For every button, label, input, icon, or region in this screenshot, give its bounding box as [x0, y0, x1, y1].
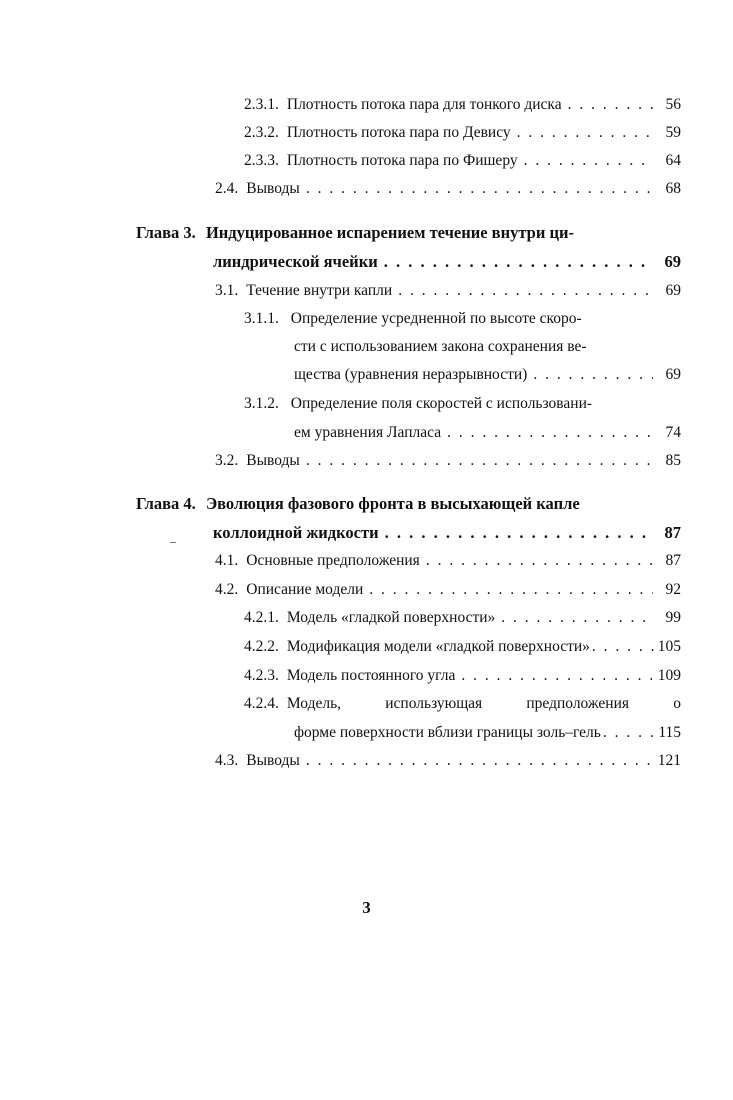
toc-leader-dots	[592, 632, 656, 662]
toc-entry-title: Модификация модели «гладкой поверхности»	[286, 638, 590, 655]
scan-speck	[170, 542, 176, 543]
toc-entry-3-2[interactable]	[215, 446, 681, 476]
toc-entry-number: 3.1.2.	[244, 395, 279, 412]
toc-entry-page: 68	[665, 180, 681, 197]
toc-entry-number: 4.1.	[215, 552, 239, 569]
chapter-3-heading-line2[interactable]	[213, 247, 681, 277]
chapter-label: Глава 3.	[136, 223, 196, 242]
toc-entry-title-line1: Модель, использующая предположения о	[286, 695, 681, 712]
toc-entry-title: Плотность потока пара для тонкого диска	[286, 96, 562, 113]
toc-entry-number: 2.3.2.	[244, 124, 279, 141]
toc-entry-4-2-4-line1[interactable]	[244, 689, 681, 719]
toc-entry-number: 4.2.4.	[244, 695, 279, 712]
toc-entry-title-line2: ем уравнения Лапласа	[294, 424, 442, 441]
toc-entry-number: 4.2.3.	[244, 667, 279, 684]
chapter-label: Глава 4.	[136, 494, 196, 513]
toc-entry-page: 87	[665, 552, 681, 569]
chapter-title-line2: линдрической ячейки	[213, 252, 378, 271]
chapter-4-heading-line2[interactable]	[213, 518, 681, 548]
toc-leader-dots	[603, 718, 656, 748]
toc-entry-page: 92	[665, 581, 681, 598]
chapter-4-heading[interactable]	[136, 489, 681, 519]
toc-entry-title: Выводы	[246, 452, 300, 469]
toc-entry-title-line3: щества (уравнения неразрывности)	[294, 366, 528, 383]
toc-entry-page: 69	[665, 366, 681, 383]
toc-entry-title-line1: Определение усредненной по высоте скоро-	[290, 310, 582, 327]
toc-leader-dots	[461, 661, 651, 691]
toc-leader-dots	[501, 603, 653, 633]
toc-leader-dots	[426, 546, 653, 576]
toc-entry-4-2-4-line2	[294, 718, 681, 748]
toc-leader-dots	[306, 746, 652, 776]
toc-entry-3-1-1-line1[interactable]	[244, 304, 681, 334]
toc-entry-3-1[interactable]	[215, 276, 681, 306]
toc-entry-number: 2.3.1.	[244, 96, 279, 113]
toc-entry-page: 69	[665, 282, 681, 299]
toc-leader-dots	[306, 446, 653, 476]
toc-entry-page: 99	[665, 609, 681, 626]
toc-entry-number: 3.2.	[215, 452, 239, 469]
toc-entry-page: 56	[665, 96, 681, 113]
toc-entry-title: Плотность потока пара по Девису	[286, 124, 511, 141]
toc-entry-4-1[interactable]	[215, 546, 681, 576]
toc-entry-2-3-2[interactable]	[244, 118, 681, 148]
toc-entry-number: 4.2.2.	[244, 638, 279, 655]
toc-entry-page: 59	[665, 124, 681, 141]
chapter-title-line1: Индуцированное испарением течение внутри ци-	[205, 223, 574, 242]
toc-leader-dots	[568, 90, 653, 120]
toc-entry-title: Основные предположения	[246, 552, 420, 569]
toc-entry-page: 105	[657, 638, 681, 655]
toc-entry-2-4[interactable]	[215, 174, 681, 204]
toc-entry-title: Течение внутри капли	[246, 282, 393, 299]
toc-leader-dots	[384, 247, 653, 277]
toc-entry-3-1-1-line3	[294, 360, 681, 390]
toc-entry-3-1-2-line1[interactable]	[244, 389, 681, 419]
toc-leader-dots	[306, 174, 653, 204]
chapter-title-line1: Эволюция фазового фронта в высыхающей капле	[205, 494, 580, 513]
toc-entry-4-2-1[interactable]	[244, 603, 681, 633]
toc-entry-page: 64	[665, 152, 681, 169]
toc-entry-3-1-1-line2	[294, 332, 681, 362]
toc-entry-2-3-1[interactable]	[244, 90, 681, 120]
toc-entry-title: Выводы	[246, 180, 300, 197]
toc-entry-page: 74	[665, 424, 681, 441]
toc-entry-number: 2.3.3.	[244, 152, 279, 169]
toc-entry-page: 115	[658, 724, 681, 741]
toc-leader-dots	[517, 118, 653, 148]
toc-entry-title-line2: сти с использованием закона сохранения ве-	[294, 338, 587, 355]
toc-leader-dots	[385, 518, 653, 548]
toc-entry-3-1-2-line2	[294, 418, 681, 448]
toc-leader-dots	[447, 418, 653, 448]
toc-entry-page: 85	[665, 452, 681, 469]
page-number: 3	[362, 898, 371, 917]
toc-entry-page: 109	[657, 667, 681, 684]
toc-entry-number: 4.3.	[215, 752, 239, 769]
toc-entry-page: 121	[657, 752, 681, 769]
chapter-page: 87	[664, 523, 681, 542]
toc-entry-number: 2.4.	[215, 180, 239, 197]
toc-leader-dots	[533, 360, 653, 390]
toc-leader-dots	[369, 575, 653, 605]
toc-entry-number: 3.1.1.	[244, 310, 279, 327]
toc-entry-title: Модель постоянного угла	[286, 667, 456, 684]
toc-entry-title-line2: форме поверхности вблизи границы золь–гель	[294, 724, 601, 741]
toc-entry-number: 4.2.	[215, 581, 239, 598]
chapter-page: 69	[664, 252, 681, 271]
toc-entry-number: 4.2.1.	[244, 609, 279, 626]
toc-entry-title: Описание модели	[246, 581, 364, 598]
toc-leader-dots	[524, 146, 653, 176]
toc-entry-4-2-3[interactable]	[244, 661, 681, 691]
toc-entry-title-line1: Определение поля скоростей с использовани-	[290, 395, 593, 412]
toc-entry-4-2-2[interactable]	[244, 632, 681, 662]
toc-entry-title: Плотность потока пара по Фишеру	[286, 152, 518, 169]
chapter-3-heading[interactable]	[136, 218, 681, 248]
chapter-title-line2: коллоидной жидкости	[213, 523, 379, 542]
toc-entry-number: 3.1.	[215, 282, 239, 299]
toc-entry-4-2[interactable]	[215, 575, 681, 605]
toc-entry-4-3[interactable]	[215, 746, 681, 776]
toc-entry-2-3-3[interactable]	[244, 146, 681, 176]
toc-entry-title: Выводы	[246, 752, 300, 769]
toc-leader-dots	[398, 276, 653, 306]
toc-entry-title: Модель «гладкой поверхности»	[286, 609, 496, 626]
